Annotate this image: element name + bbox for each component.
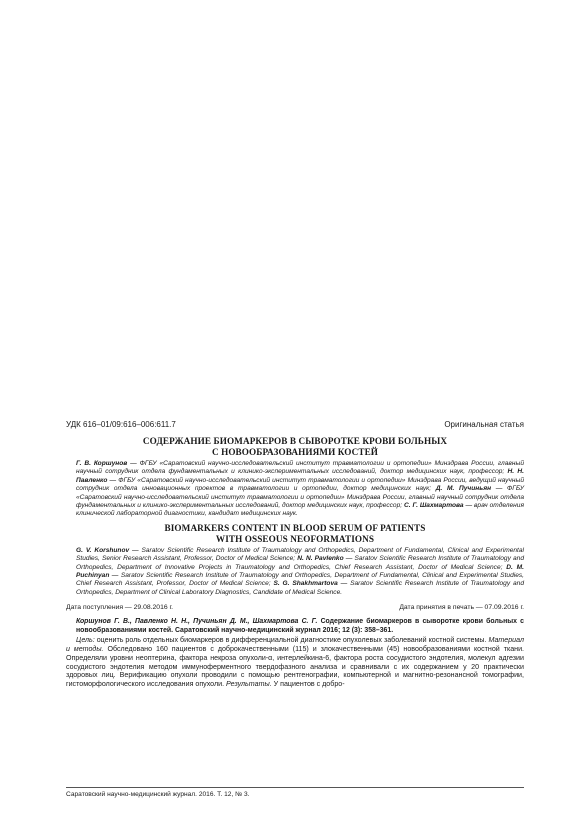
- title-ru: [66, 436, 524, 458]
- author-en-desc: — Saratov Scientific Research Institute of Traumatology and Orthopedics, Department of Clinical Laboratory Diagnostics, Candidate of Medical Science.: [76, 580, 524, 596]
- author-ru-name: Д. М. Пучиньян: [435, 485, 492, 493]
- author-en-name: S. G. Shakhmartova: [273, 580, 338, 588]
- abstract-results-text: У пациентов с добро-: [271, 679, 345, 688]
- title-en-line1: BIOMARKERS CONTENT IN BLOOD SERUM OF PATIENTS: [164, 522, 426, 533]
- title-en-line2: WITH OSSEOUS NEOFORMATIONS: [215, 533, 375, 544]
- title-ru-line2: С НОВООБРАЗОВАНИЯМИ КОСТЕЙ: [211, 447, 379, 457]
- citation-authors: Коршунов Г. В., Павленко Н. Н., Пучиньян Д. М., Шахмартова С. Г.: [76, 618, 318, 626]
- header-row: [66, 420, 524, 430]
- author-ru-desc: — ФГБУ «Саратовский научно-исследовательский институт травматологии и ортопедии» Минздрава России, главный научный сотрудник отдела фундаментальных и клинико-экспериментальных исследований, доктор медицинских наук, профессор;: [76, 460, 524, 476]
- author-en-desc: — Saratov Scientific Research Institute of Traumatology and Orthopedics, Department of Fundamental, Clinical and Experimental Studies, Senior Research Assistant, Professor, Doctor of Medical Science;: [76, 546, 524, 563]
- title-en: [66, 523, 524, 545]
- author-en-name: N. N. Pavlenko: [297, 555, 344, 563]
- abstract: [66, 636, 524, 688]
- citation-text: Содержание биомаркеров в сыворотке крови больных с новообразованиями костей. Саратовский научно-медицинский журнал 2016; 12 (3): 358–361.: [76, 618, 524, 634]
- udc-code: УДК 616–01/09:616–006:611.7: [66, 420, 176, 429]
- author-en-desc: — Saratov Scientific Research Institute of Traumatology and Orthopedics, Department of Innovative Projects in Traumatology and Orthopedics, Chief Research Assistant, Doctor of Medical Science;: [76, 555, 524, 571]
- page-footer: [66, 787, 524, 799]
- author-ru-desc: — ФГБУ «Саратовский научно-исследовательский институт травматологии и ортопедии» Минздрава России, главный научный сотрудник отдела фундаментальных и клинико-экспериментальных исследований, доктор медицинских наук, профессор;: [76, 485, 524, 510]
- authors-ru: [66, 460, 524, 519]
- article-content: [66, 420, 524, 689]
- author-en-name: G. V. Korshunov: [76, 546, 130, 554]
- title-ru-line1: СОДЕРЖАНИЕ БИОМАРКЕРОВ В СЫВОРОТКЕ КРОВИ БОЛЬНЫХ: [142, 436, 448, 446]
- abstract-methods-label: Материал и методы.: [66, 636, 524, 654]
- abstract-results-label: Результаты.: [226, 679, 272, 688]
- citation: [66, 618, 524, 635]
- journal-footer: Саратовский научно-медицинский журнал. 2016. Т. 12, № 3.: [66, 791, 250, 798]
- author-en-desc: — Saratov Scientific Research Institute of Traumatology and Orthopedics, Department of Fundamental, Clinical and Experimental Studies, Chief Research Assistant, Professor, Doctor of Medical Science;: [76, 572, 524, 588]
- author-ru-name: Г. В. Коршунов: [76, 460, 128, 467]
- dates-row: [66, 603, 524, 612]
- abstract-goal-text: оценить роль отдельных биомаркеров в дифференциальной диагностике опухолевых заболеваний костной системы.: [94, 636, 489, 645]
- received-date: Дата поступления — 29.08.2016 г.: [66, 604, 174, 612]
- article-type: Оригинальная статья: [444, 420, 524, 429]
- abstract-methods-text: Обследовано 160 пациентов с доброкачественными (115) и злокачественными (45) новообразованиями костной ткани. Определяли уровни неоптерина, фактора некроза опухоли-α, интерлейкина-6, фактора роста сосудистого эндотелия, молекул адгезии сосудистого эндотелия методом иммуноферментного твердофазного анализа и сравнивали с их содержанием у 20 практически здоровых лиц. Верификацию опухоли проводили с помощью рентгенографии, компьютерной и магнитно-резонансной томографии, гистоморфологического исследования опухоли.: [66, 645, 525, 688]
- author-ru-name: Н. Н. Павленко: [76, 468, 524, 484]
- authors-en: [66, 547, 524, 597]
- author-ru-desc: — врач отделения клинической лабораторной диагностики, кандидат медицинских наук.: [76, 502, 524, 518]
- abstract-goal-label: Цель:: [76, 636, 95, 645]
- author-ru-desc: — ФГБУ «Саратовский научно-исследовательский институт травматологии и ортопедии» Минздрава России, ведущий научный сотрудник отдела инновационных проектов в травматологии и ортопедии, доктор медицинских наук;: [76, 476, 524, 493]
- author-en-name: D. M. Puchinyan: [76, 563, 524, 580]
- accepted-date: Дата принятия в печать — 07.09.2016 г.: [399, 604, 524, 612]
- author-ru-name: С. Г. Шахмартова: [403, 502, 464, 510]
